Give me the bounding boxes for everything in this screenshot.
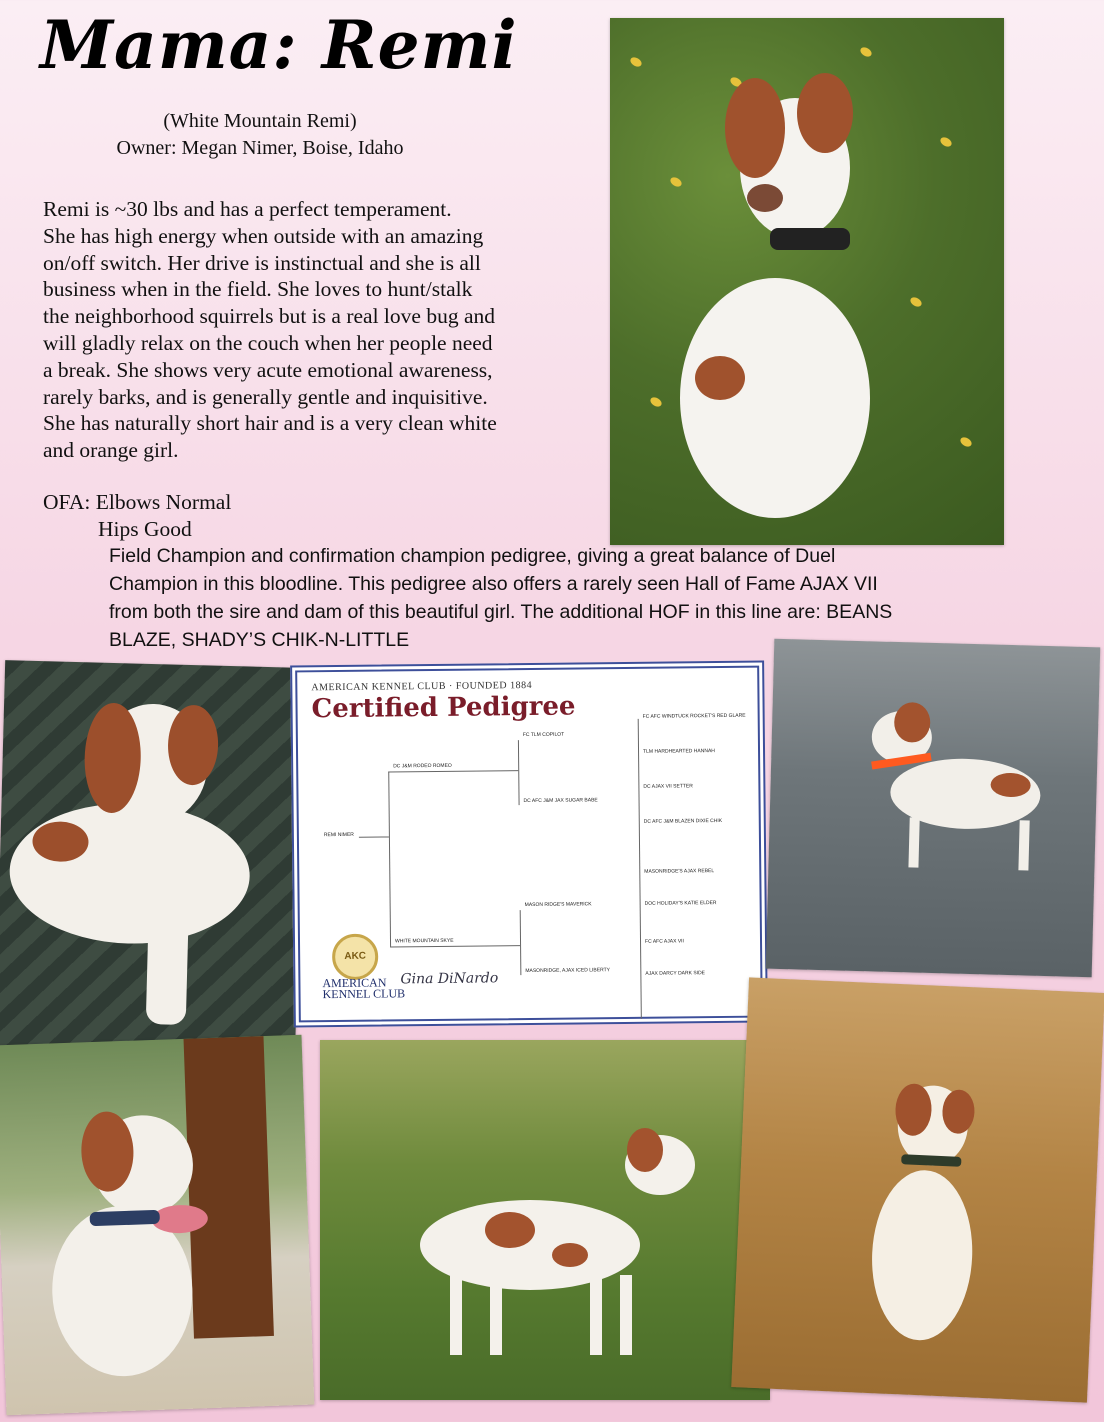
dog-silhouette: [766, 639, 1101, 977]
akc-wordmark-line: AMERICAN: [322, 975, 387, 991]
bio-line: on/off switch. Her drive is instinctual and she is all: [43, 250, 481, 275]
photo-remi-standing-lawn: [320, 1040, 770, 1400]
bio-line: business when in the field. She loves to hunt/stalk: [43, 277, 473, 302]
dog-silhouette: [320, 1040, 770, 1400]
certificate-header: AMERICAN KENNEL CLUB · FOUNDED 1884: [311, 679, 533, 694]
bio-line: She has naturally short hair and is a very clean white: [43, 411, 497, 436]
pedigree-note-line: Champion in this bloodline. This pedigree also offers a rarely seen Hall of Fame AJAX VII: [109, 573, 878, 595]
cert-gen2: DC AFC J&M JAX SUGAR BABE: [523, 797, 598, 805]
cert-gen3: DC AJAX VII SETTER: [643, 783, 693, 790]
cert-gen3: MASONRIDGE'S AJAX REBEL: [644, 868, 715, 875]
certificate-title: Certified Pedigree: [311, 691, 576, 725]
dog-silhouette: [610, 18, 1004, 545]
cert-dam: WHITE MOUNTAIN SKYE: [394, 937, 454, 945]
pedigree-note: [109, 542, 989, 654]
pedigree-note-line: from both the sire and dam of this beautiful girl. The additional HOF in this line are: BEANS: [109, 601, 893, 623]
cert-gen3: AJAX DARCY DARK SIDE: [645, 970, 706, 977]
dog-silhouette: [731, 977, 1104, 1402]
pedigree-certificate: [290, 661, 768, 1028]
cert-gen3: FC AFC WINDTUCK ROCKET'S RED GLARE: [642, 712, 746, 720]
pedigree-note-line: BLAZE, SHADY’S CHIK-N-LITTLE: [109, 629, 410, 651]
photo-remi-on-deck: [0, 1035, 314, 1416]
cert-gen3: DC AFC J&M BLAZEN DIXIE CHIK: [643, 817, 723, 825]
signature: Gina DiNardo: [400, 970, 499, 988]
bio-line: rarely barks, and is generally gentle and inquisitive.: [43, 384, 488, 409]
owner-line: Owner: Megan Nimer, Boise, Idaho: [116, 137, 404, 159]
cert-gen3: TLM HARDHEARTED HANNAH: [643, 748, 715, 755]
cert-gen3: DOC HOLIDAY'S KATIE ELDER: [644, 900, 717, 907]
dog-silhouette: [0, 1035, 314, 1416]
akc-wordmark: [322, 977, 405, 1000]
cert-sire: DC J&M RODEO ROMEO: [393, 762, 452, 770]
bio-line: a break. She shows very acute emotional awareness,: [43, 357, 493, 382]
cert-dog-name: REMI NIMER: [323, 831, 354, 839]
ofa-hips: Hips Good: [98, 517, 192, 541]
cert-gen2: MASONRIDGE, AJAX ICED LIBERTY: [525, 967, 611, 975]
akc-seal-icon: AKC: [332, 934, 378, 980]
photo-remi-sitting-leaves: [610, 18, 1004, 545]
photo-remi-in-water: [766, 639, 1101, 977]
photo-remi-on-blanket: [0, 660, 305, 1063]
bio-line: Remi is ~30 lbs and has a perfect temperament.: [43, 197, 452, 221]
bio-line: She has high energy when outside with an amazing: [43, 223, 484, 248]
cert-gen2: MASON RIDGE'S MAVERICK: [524, 901, 592, 909]
akc-wordmark-line: KENNEL CLUB: [322, 986, 406, 1002]
page-title: Mama: Remi: [40, 6, 518, 84]
dog-silhouette: [0, 660, 305, 1063]
cert-gen3: FC AFC AJAX VII: [644, 938, 684, 945]
cert-gen2: FC TLM COPILOT: [522, 731, 565, 739]
photo-remi-golden-field: [731, 977, 1104, 1402]
pedigree-note-line: Field Champion and confirmation champion pedigree, giving a great balance of Duel: [109, 545, 836, 567]
bio-paragraph: [43, 196, 573, 464]
bio-line: the neighborhood squirrels but is a real love bug and: [43, 304, 495, 329]
bio-line: will gladly relax on the couch when her people need: [43, 330, 493, 355]
registered-name: (White Mountain Remi): [163, 110, 357, 132]
ofa-elbows: OFA: Elbows Normal: [43, 490, 232, 514]
bio-line: and orange girl.: [43, 438, 179, 463]
